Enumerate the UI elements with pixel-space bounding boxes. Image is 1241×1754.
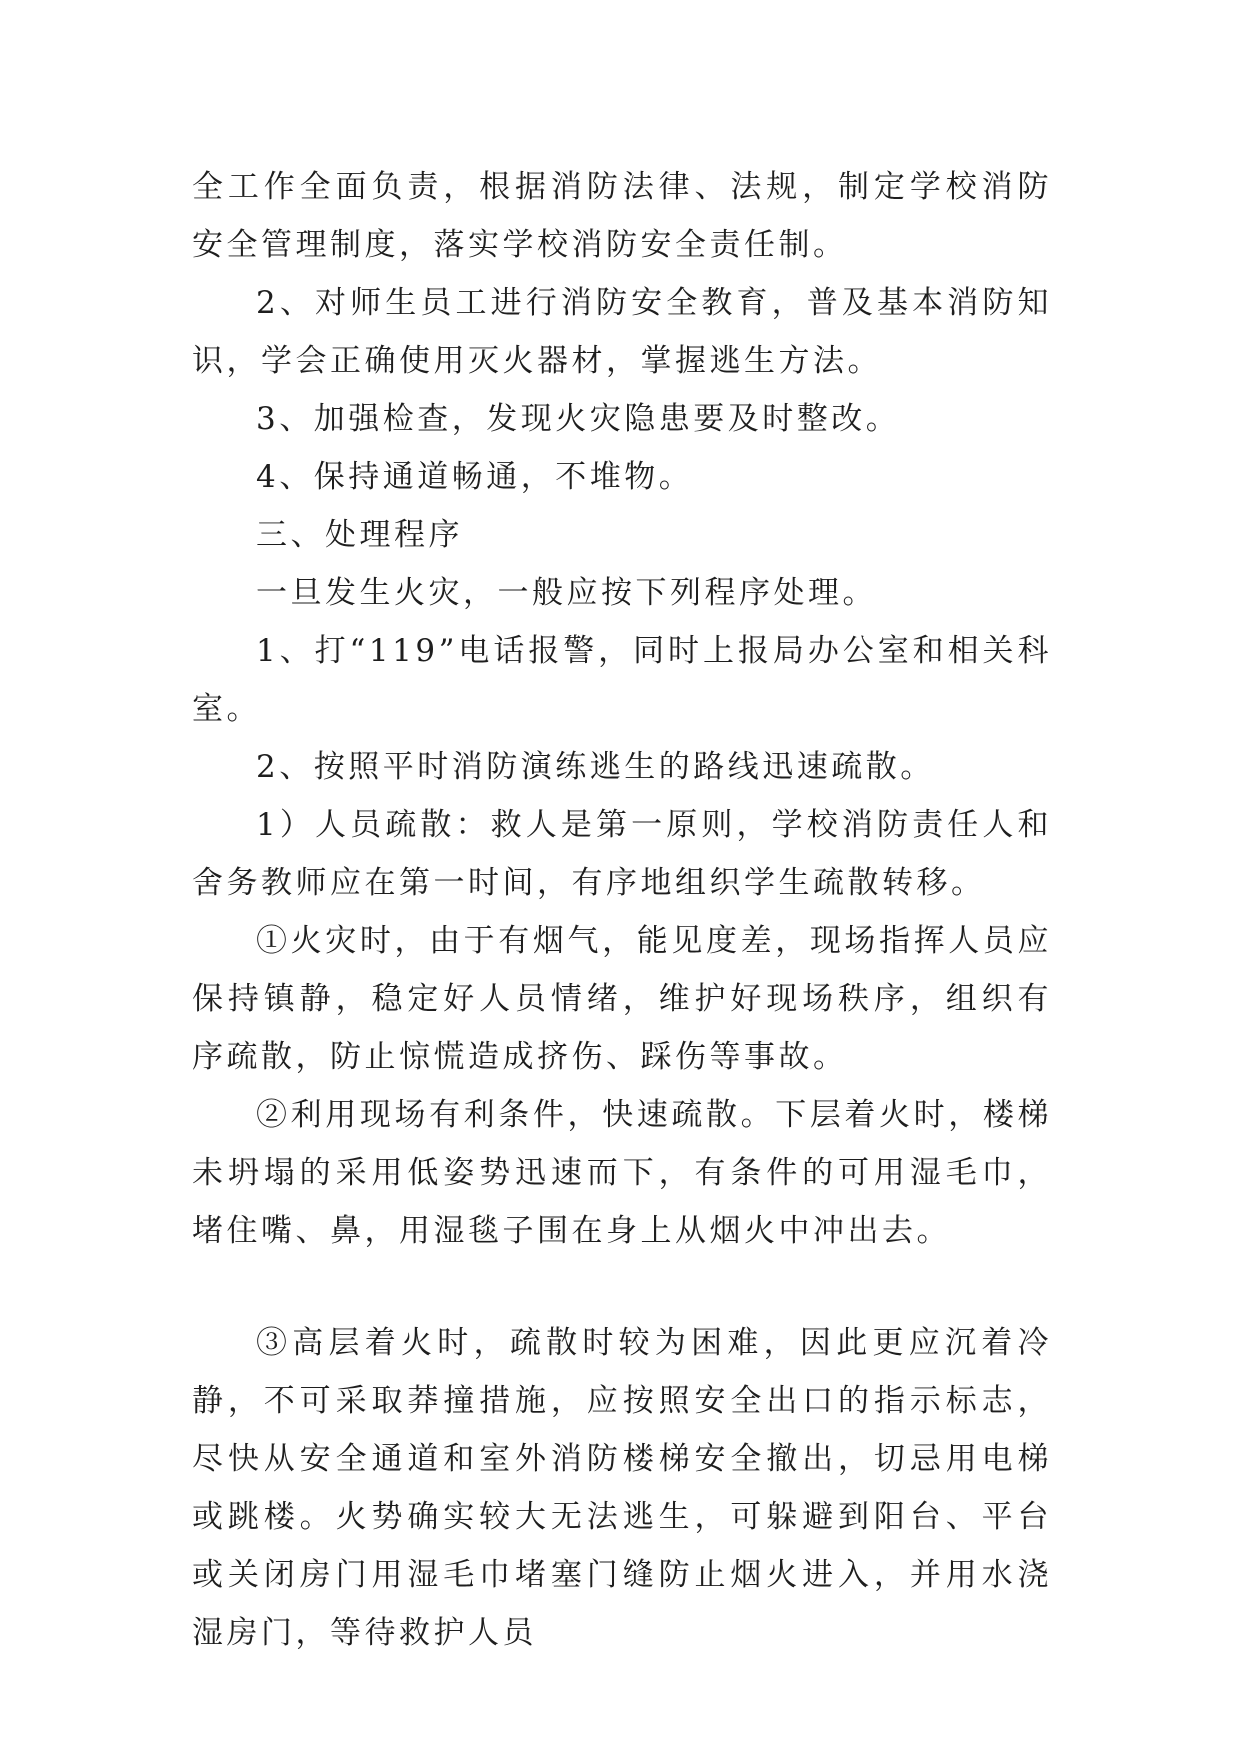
paragraph-6: 1、打“119”电话报警，同时上报局办公室和相关科室。 bbox=[192, 633, 1052, 727]
document-body bbox=[192, 158, 1052, 1662]
section-heading: 三、处理程序 bbox=[256, 517, 463, 553]
paragraph-11: ③高层着火时，疏散时较为困难，因此更应沉着冷静，不可采取莽撞措施，应按照安全出口的指示标志，尽快从安全通道和室外消防楼梯安全撤出，切忌用电梯或跳楼。火势确实较大无法逃生，可躲避到阳台、平台或关闭房门用湿毛巾堵塞门缝防止烟火进入，并用水浇湿房门，等待救护人员 bbox=[192, 1325, 1052, 1651]
paragraph-3: 3、加强检查，发现火灾隐患要及时整改。 bbox=[256, 401, 901, 437]
paragraph-9: ①火灾时，由于有烟气，能见度差，现场指挥人员应保持镇静，稳定好人员情绪，维护好现场秩序，组织有序疏散，防止惊慌造成挤伤、踩伤等事故。 bbox=[192, 923, 1052, 1075]
paragraph-2: 2、对师生员工进行消防安全教育，普及基本消防知识，学会正确使用灭火器材，掌握逃生方法。 bbox=[192, 285, 1052, 379]
paragraph-gap bbox=[192, 1260, 1052, 1314]
paragraph-8: 1）人员疏散：救人是第一原则，学校消防责任人和舍务教师应在第一时间，有序地组织学生疏散转移。 bbox=[192, 807, 1052, 901]
paragraph-4: 4、保持通道畅通，不堆物。 bbox=[256, 459, 694, 495]
paragraph-1: 全工作全面负责，根据消防法律、法规，制定学校消防安全管理制度，落实学校消防安全责任制。 bbox=[192, 169, 1052, 263]
paragraph-7: 2、按照平时消防演练逃生的路线迅速疏散。 bbox=[256, 749, 935, 785]
paragraph-10: ②利用现场有利条件，快速疏散。下层着火时，楼梯未坍塌的采用低姿势迅速而下，有条件的可用湿毛巾，堵住嘴、鼻，用湿毯子围在身上从烟火中冲出去。 bbox=[192, 1097, 1052, 1249]
paragraph-5: 一旦发生火灾，一般应按下列程序处理。 bbox=[256, 575, 877, 611]
